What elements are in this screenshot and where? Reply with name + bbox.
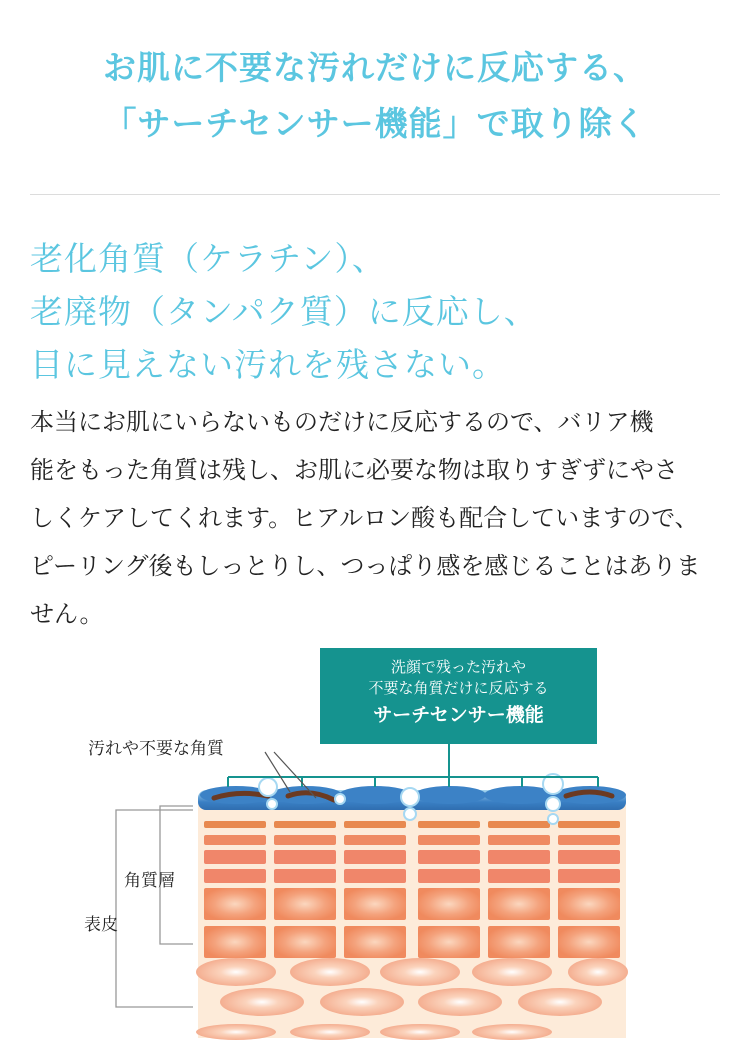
layer-brackets (116, 806, 193, 1007)
subheading-line-1: 老化角質（ケラチン）、 (30, 239, 386, 278)
subheading (30, 232, 730, 391)
body-line-2: 能をもった角質は残し、お肌に必要な物は取りすぎずにやさ (30, 456, 678, 484)
divider (30, 194, 720, 195)
search-sensor-callout (320, 648, 597, 744)
label-epidermis: 表皮 (84, 915, 118, 935)
subheading-line-2: 老廃物（タンパク質）に反応し、 (30, 292, 538, 331)
label-dirt-keratin: 汚れや不要な角質 (88, 739, 224, 759)
skin-layer-diagram (0, 630, 750, 1041)
callout-title: サーチセンサー機能 (373, 704, 544, 726)
body-paragraph (30, 398, 720, 638)
headline (0, 40, 750, 152)
body-line-3: しくケアしてくれます。ヒアルロン酸も配合していますので、 (30, 504, 699, 532)
label-stratum-corneum: 角質層 (124, 871, 175, 891)
subheading-line-3: 目に見えない汚れを残さない。 (30, 345, 506, 384)
headline-line-1: お肌に不要な汚れだけに反応する、 (103, 48, 647, 87)
callout-line-2: 不要な角質だけに反応する (368, 679, 549, 697)
callout-line-1: 洗顔で残った汚れや (390, 658, 526, 676)
body-line-1: 本当にお肌にいらないものだけに反応するので、バリア機 (30, 408, 654, 436)
headline-line-2: 「サーチセンサー機能」で取り除く (103, 104, 647, 143)
body-line-4: ピーリング後もしっとりし、つっぱり感を感じることはありま (30, 552, 701, 580)
body-line-5: せん。 (30, 600, 104, 628)
